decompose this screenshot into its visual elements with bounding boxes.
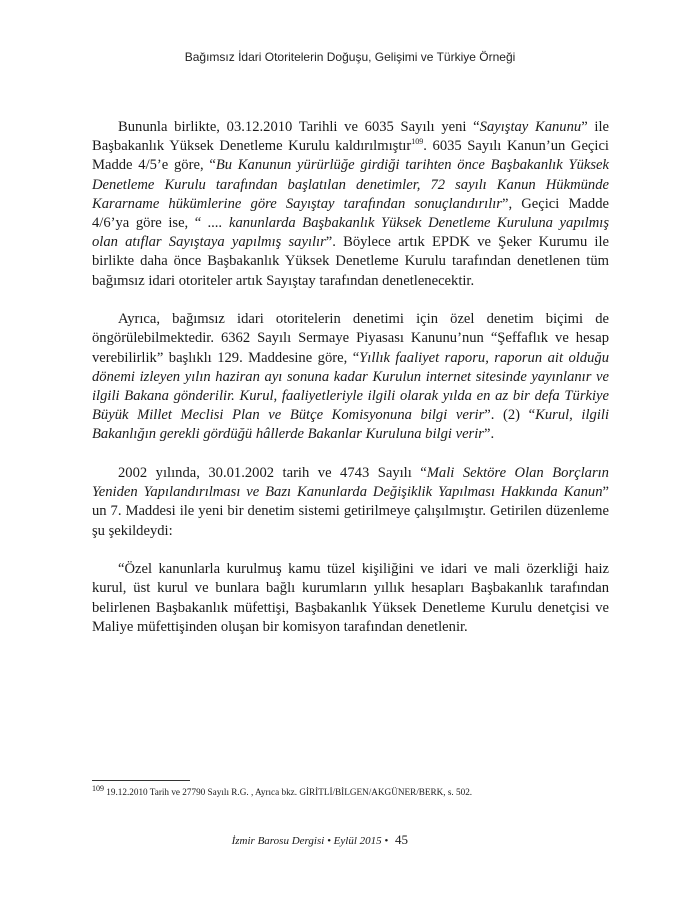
footnote-ref: 109 xyxy=(411,137,424,147)
running-header: Bağımsız İdari Otoritelerin Doğuşu, Gelişimi ve Türkiye Örneği xyxy=(184,50,516,64)
text-run: ”. Böylece artık EPDK ve Şeker Kurumu ile birlikte daha önce Başbakanlık Yüksek Denetleme Kurulu tarafından denetlenen tüm bağımsız idari otoriteler artık Sayıştay tarafından denetlenecektir. xyxy=(92,234,609,289)
footnote-text: 19.12.2010 Tarih ve 27790 Sayılı R.G. , Ayrıca bkz. GİRİTLİ/BİLGEN/AKGÜNER/BERK, s. 502. xyxy=(104,787,473,797)
body-text xyxy=(92,118,609,656)
italic-text: Yıllık faaliyet raporu, raporun ait olduğu dönemi izleyen yılın haziran ayı sonuna kadar Kurulun internet sitesinde yayınlanır ve ilgili Bakana gönderilir. Kurul, faaliyetleriyle ilgili olarak yılda en az bir defa Türkiye Büyük Millet Meclisi Plan ve Bütçe Komisyonuna bilgi verir xyxy=(92,349,609,424)
italic-text: Sayıştay Kanunu xyxy=(479,119,582,135)
text-run: ”. (2) “ xyxy=(484,407,536,424)
text-run: Ayrıca, bağımsız idari otoritelerin denetimi için özel denetim biçimi de öngörülebilmektedir. 6362 Sayılı Sermaye Piyasası Kanunu’nun “Şeffaflık ve hesap verebilirlik” başlıklı 129. Maddesine göre, “ xyxy=(92,311,609,366)
footnote-number: 109 xyxy=(92,783,104,793)
text-run: ” un 7. Maddesi ile yeni bir denetim sistemi getirilmeye çalışılmıştır. Getirilen düzenleme şu şekildeydi: xyxy=(92,484,609,539)
footnote xyxy=(92,783,612,798)
italic-text: Kurul, ilgili Bakanlığın gerekli gördüğü hâllerde Bakanlar Kuruluna bilgi verir xyxy=(92,407,609,443)
footer-separator-2: • xyxy=(381,835,391,847)
paragraph-1 xyxy=(92,118,609,291)
italic-text: Bu Kanunun yürürlüğe girdiği tarihten önce Başbakanlık Yüksek Denetleme Kurulu tarafından başlatılan denetimler, 72 sayılı Kanun Hükmünde Kararname hükümlerine göre Sayıştay tarafından sonuçlandırılır xyxy=(92,157,609,212)
text-run: 2002 yılında, 30.01.2002 tarih ve 4743 Sayılı “ xyxy=(118,465,427,482)
paragraph-3 xyxy=(92,464,609,541)
text-run: “Özel kanunlarla kurulmuş kamu tüzel kişiliğini ve idari ve mali özerkliği haiz kurul, üst kurul ve bunlara bağlı kurumların yıllık hesapları Başbakanlık tarafından belirlenen Başbakanlık müfettişi, Başbakanlık Yüksek Denetleme Kurulu denetçisi ve Maliye müfettişinden oluşan bir komisyon tarafından denetlenir. xyxy=(92,561,609,635)
italic-text: Mali Sektöre Olan Borçların Yeniden Yapılandırılması ve Bazı Kanunlarda Değişiklik Yapılması Hakkında Kanun xyxy=(92,465,609,501)
text-run: . 6035 Sayılı Kanun’un Geçici Madde 4/5’e göre, “ xyxy=(92,138,609,174)
text-run: ”, Geçici Madde 4/6’ya göre ise, “ xyxy=(92,195,609,232)
text-run: ” ile Başbakanlık Yüksek Denetleme Kurulu kaldırılmıştır xyxy=(92,119,609,155)
journal-name: İzmir Barosu Dergisi xyxy=(231,835,325,847)
paragraph-4 xyxy=(92,560,609,637)
italic-text: .... kanunlarda Başbakanlık Yüksek Denetleme Kuruluna yapılmış olan atıflar Sayıştaya yapılmış sayılır xyxy=(92,215,609,251)
footer-separator: • xyxy=(324,835,334,847)
text-run: Bununla birlikte, 03.12.2010 Tarihli ve 6035 Sayılı yeni “ xyxy=(118,119,480,135)
text-run: ”. xyxy=(483,426,495,443)
issue-date: Eylül 2015 xyxy=(333,835,382,847)
footnote-rule xyxy=(92,780,190,781)
page-number: 45 xyxy=(395,832,408,847)
page-footer xyxy=(228,832,408,848)
paragraph-2 xyxy=(92,310,609,444)
